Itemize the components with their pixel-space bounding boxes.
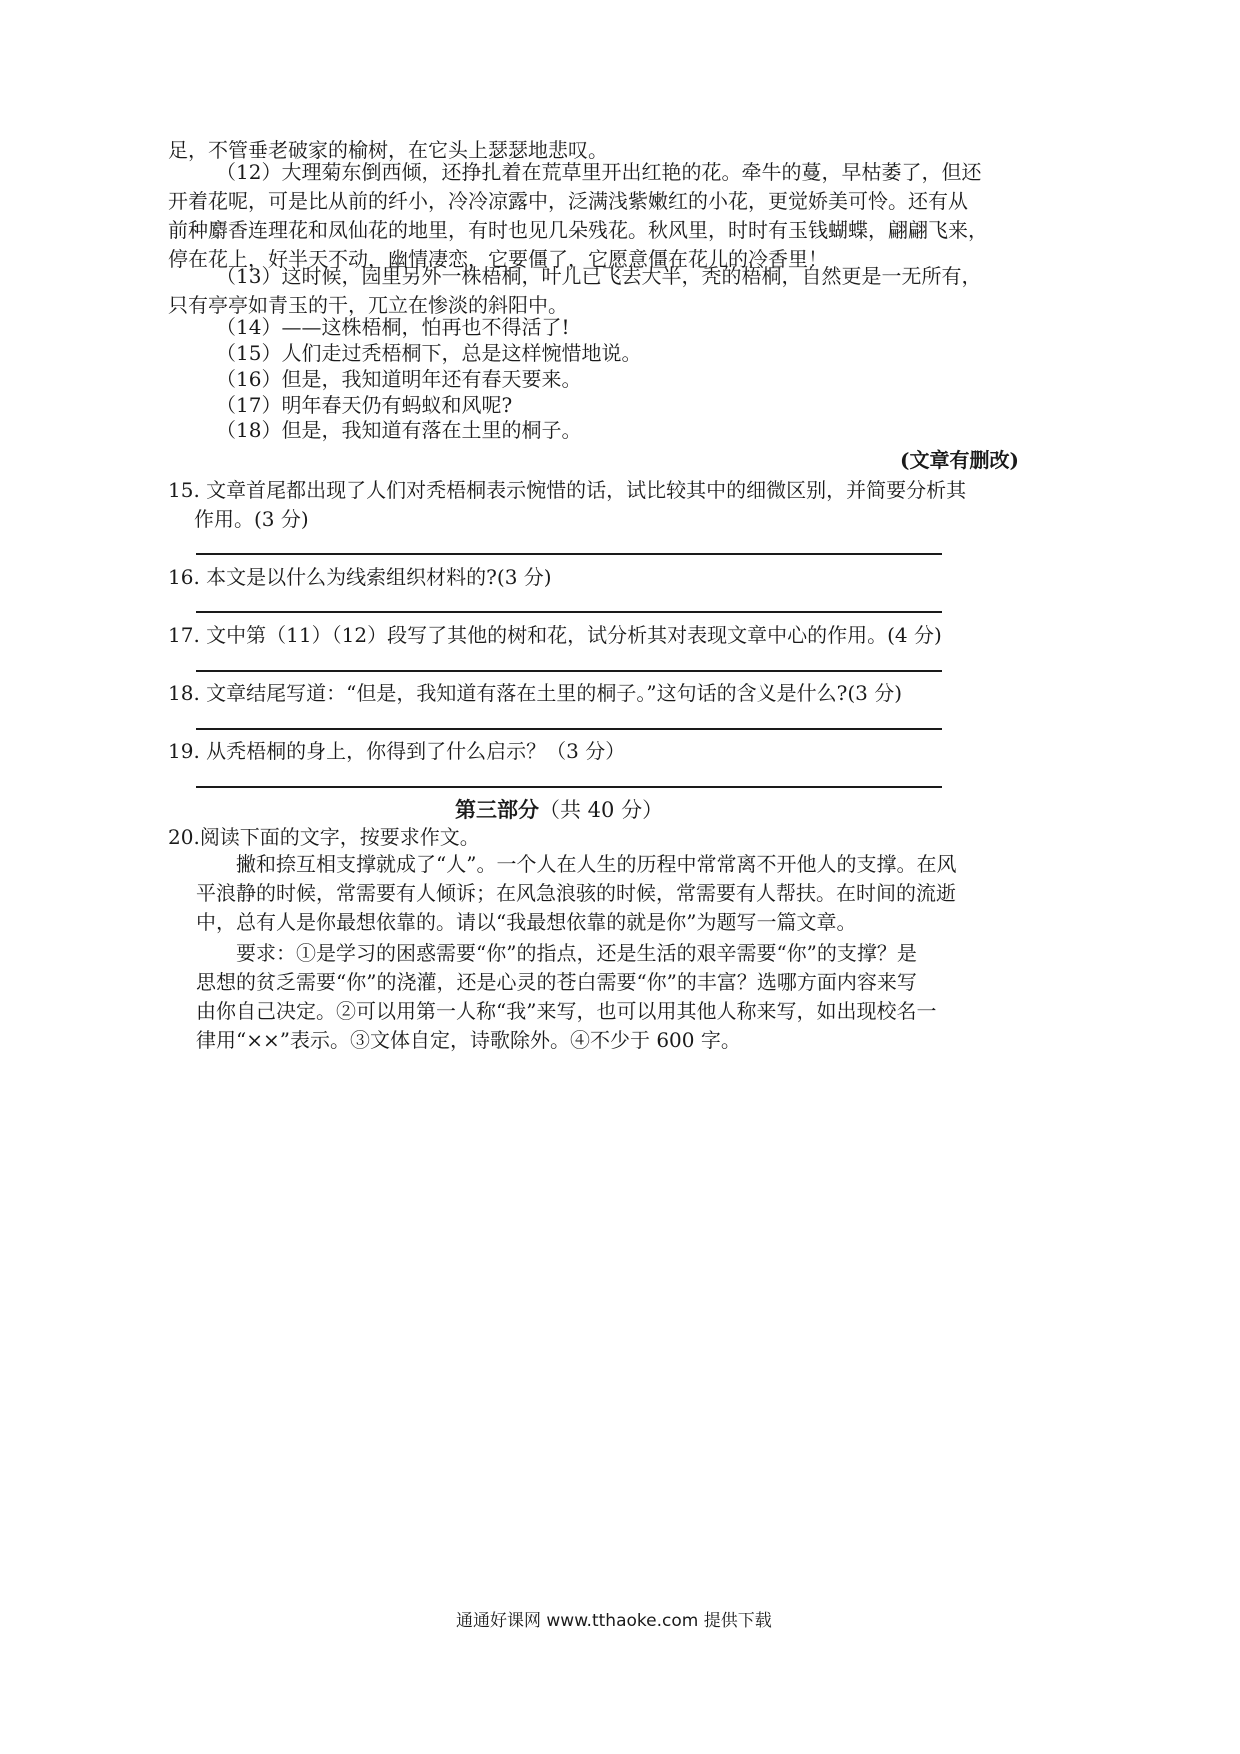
question-text: 文章结尾写道：“但是，我知道有落在土里的桐子。”这句话的含义是什么?(3 分)	[206, 681, 903, 705]
question-text: 从秃梧桐的身上，你得到了什么启示？（3 分）	[206, 739, 626, 763]
paragraph-12	[168, 158, 988, 274]
question-number: 17.	[168, 623, 200, 647]
essay-requirement-line: 律用“××”表示。③文体自定，诗歌除外。④不少于 600 字。	[196, 1028, 741, 1052]
essay-prompt-line: 中，总有人是你最想依靠的。请以“我最想依靠的就是你”为题写一篇文章。	[196, 910, 857, 934]
footer-credit: 通通好课网 www.tthaoke.com 提供下载	[456, 1611, 772, 1631]
essay-prompt	[196, 850, 956, 937]
question-number: 20.	[168, 825, 200, 849]
source-note: (文章有删改)	[900, 448, 1019, 472]
question-15	[168, 476, 966, 534]
paragraph-17: （17）明年春天仍有蚂蚁和风呢?	[216, 393, 513, 417]
essay-requirement-line: 思想的贫乏需要“你”的浇灌，还是心灵的苍白需要“你”的丰富？选哪方面内容来写	[196, 970, 917, 994]
question-text: 文中第（11）（12）段写了其他的树和花，试分析其对表现文章中心的作用。(4 分)	[206, 623, 942, 647]
paragraph-13-line: （13）这时候，园里另外一株梧桐，叶儿已飞去大半，秃的梧桐，自然更是一无所有，	[216, 264, 982, 288]
question-18	[168, 679, 902, 708]
question-text: 文章首尾都出现了人们对秃梧桐表示惋惜的话，试比较其中的细微区别，并简要分析其	[206, 478, 967, 502]
question-text: 作用。(3 分)	[194, 507, 309, 531]
essay-prompt-line: 撇和捺互相支撑就成了“人”。一个人在人生的历程中常常离不开他人的支撑。在风	[236, 852, 957, 876]
paragraph-12-line: 停在花上，好半天不动，幽情凄恋，它要僵了，它愿意僵在花儿的冷香里！	[168, 247, 828, 271]
question-number: 19.	[168, 739, 200, 763]
question-number: 15.	[168, 478, 200, 502]
paragraph-16: （16）但是，我知道明年还有春天要来。	[216, 367, 582, 391]
question-17	[168, 621, 942, 650]
paragraph-12-line: 开着花呢，可是比从前的纤小，冷冷凉露中，泛满浅紫嫩红的小花，更觉娇美可怜。还有从	[168, 189, 968, 213]
essay-requirement-line: 由你自己决定。②可以用第一人称“我”来写，也可以用其他人称来写，如出现校名一	[196, 999, 937, 1023]
passage-opening-line: 足，不管垂老破家的榆树，在它头上瑟瑟地悲叹。	[168, 138, 608, 162]
question-19	[168, 737, 625, 766]
question-16	[168, 563, 552, 592]
section-three-title	[455, 794, 663, 824]
essay-requirement-line: 要求：①是学习的困惑需要“你”的指点，还是生活的艰辛需要“你”的支撑？是	[236, 941, 917, 965]
essay-intro: 阅读下面的文字，按要求作文。	[199, 825, 480, 849]
essay-requirements	[196, 939, 936, 1055]
answer-line-19[interactable]	[196, 786, 942, 788]
answer-line-15[interactable]	[196, 553, 942, 555]
paragraph-12-line: 前种麝香连理花和凤仙花的地里，有时也见几朵残花。秋风里，时时有玉钱蝴蝶，翩翩飞来，	[168, 218, 988, 242]
section-title-score: （共 40 分）	[539, 798, 664, 822]
essay-question	[168, 823, 480, 852]
paragraph-13-line: 只有亭亭如青玉的干，兀立在惨淡的斜阳中。	[168, 293, 568, 317]
paragraph-15: （15）人们走过秃梧桐下，总是这样惋惜地说。	[216, 341, 642, 365]
paragraph-18: （18）但是，我知道有落在土里的桐子。	[216, 418, 582, 442]
answer-line-17[interactable]	[196, 670, 942, 672]
essay-prompt-line: 平浪静的时候，常需要有人倾诉；在风急浪骇的时候，常需要有人帮扶。在时间的流逝	[196, 881, 956, 905]
paragraph-12-line: （12）大理菊东倒西倾，还挣扎着在荒草里开出红艳的花。牵牛的蔓，早枯萎了，但还	[216, 160, 982, 184]
answer-line-18[interactable]	[196, 728, 942, 730]
answer-line-16[interactable]	[196, 611, 942, 613]
paragraph-13	[168, 262, 981, 320]
question-text: 本文是以什么为线索组织材料的?(3 分)	[206, 565, 552, 589]
paragraph-14: （14）——这株梧桐，怕再也不得活了!	[216, 315, 570, 339]
question-number: 16.	[168, 565, 200, 589]
section-title-bold: 第三部分	[455, 797, 539, 822]
question-number: 18.	[168, 681, 200, 705]
